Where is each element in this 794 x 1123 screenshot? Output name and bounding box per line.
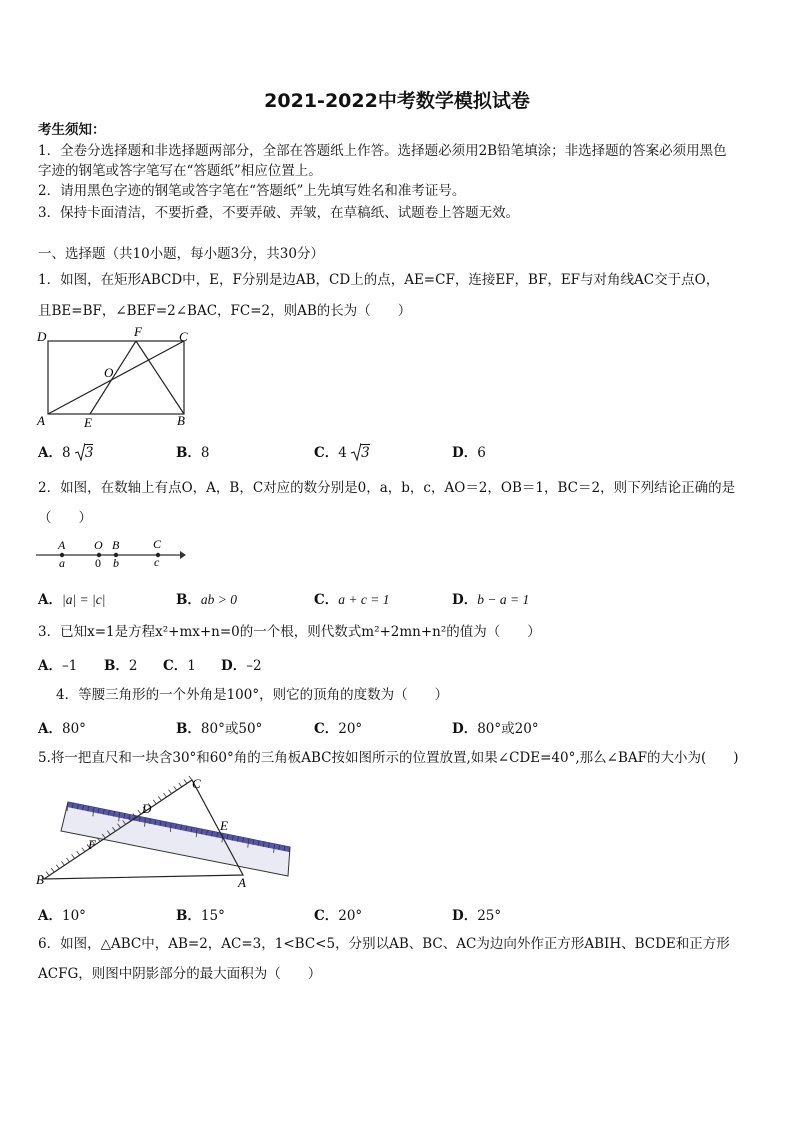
triangle-tick — [56, 865, 59, 869]
triangle-tick — [163, 793, 166, 797]
triangle-tick — [158, 796, 161, 800]
option-c[interactable]: C．1 — [163, 658, 196, 674]
option-a[interactable]: A．–1 — [38, 658, 78, 674]
option-c[interactable]: C．20° — [314, 721, 363, 737]
triangle-tick — [46, 872, 49, 876]
option-a[interactable]: A．|a| = |c| — [38, 592, 106, 608]
svg-text:D: D — [142, 801, 152, 816]
label-O: O — [104, 365, 114, 380]
option-a[interactable]: A．10° — [38, 908, 86, 924]
label-F: F — [134, 324, 142, 339]
question-1-figure — [34, 324, 194, 432]
triangle-tick — [169, 790, 172, 794]
question-2-stem: （ ） — [38, 510, 92, 526]
triangle-tick — [184, 779, 187, 783]
triangle-tick — [153, 800, 156, 804]
svg-text:A: A — [58, 538, 66, 552]
notice-item: 字迹的钢笔或答字笔写在“答题纸”相应位置上。 — [38, 163, 322, 179]
svg-text:E: E — [220, 818, 228, 833]
triangle-tick — [72, 855, 75, 859]
option-d[interactable]: D．–2 — [221, 658, 262, 674]
option-b[interactable]: B．2 — [104, 658, 138, 674]
option-d[interactable]: D．80°或20° — [452, 721, 539, 737]
label-E: E — [84, 415, 92, 430]
option-b[interactable]: B．80°或50° — [176, 721, 263, 737]
option-b[interactable]: B．8 — [176, 445, 210, 461]
label-D: D — [37, 329, 47, 344]
svg-text:C: C — [153, 537, 162, 551]
option-d[interactable]: D．25° — [452, 908, 502, 924]
option-d[interactable]: D．6 — [452, 445, 486, 461]
question-6-stem: 6．如图，△ABC中，AB=2，AC=3，1<BC<5，分别以AB、BC、AC为边向外作正方形ABIH、BCDE和正方形 — [38, 936, 730, 952]
notice-item: 2．请用黑色字迹的钢笔或答字笔在“答题纸”上先填写姓名和准考证号。 — [38, 183, 466, 199]
svg-text:B: B — [36, 872, 44, 887]
svg-text:a: a — [59, 556, 65, 570]
question-6-stem: ACFG，则图中阴影部分的最大面积为（ ） — [38, 966, 322, 982]
option-d[interactable]: D．b − a = 1 — [452, 592, 530, 608]
triangle-tick — [67, 858, 70, 862]
label-B: B — [177, 413, 185, 428]
question-2-stem: 2．如图，在数轴上有点O，A，B，C对应的数分别是0，a，b，c，AO＝2，OB＝1，BC＝2，则下列结论正确的是 — [38, 480, 736, 496]
svg-text:F: F — [88, 837, 96, 852]
notice-item: 3．保持卡面清洁，不要折叠，不要弄破、弄皱，在草稿纸、试题卷上答题无效。 — [38, 205, 520, 221]
question-1-stem: 且BE=BF，∠BEF=2∠BAC，FC=2，则AB的长为（ ） — [38, 303, 412, 319]
question-3-stem: 3．已知x=1是方程x²+mx+n=0的一个根，则代数式m²+2mn+n²的值为（ ） — [38, 624, 541, 640]
option-a[interactable]: A．80° — [38, 721, 86, 737]
option-c[interactable]: C．4 3 — [314, 445, 370, 461]
svg-text:c: c — [154, 555, 160, 569]
triangle-tick — [51, 868, 54, 872]
page-title: 2021-2022中考数学模拟试卷 — [264, 90, 530, 112]
triangle-tick — [61, 861, 64, 865]
svg-text:b: b — [113, 556, 119, 570]
svg-text:O: O — [94, 538, 103, 552]
svg-text:B: B — [112, 538, 120, 552]
section-heading: 一、选择题（共10小题，每小题3分，共30分） — [38, 246, 324, 262]
option-b[interactable]: B．ab > 0 — [176, 592, 238, 608]
svg-text:0: 0 — [95, 556, 101, 570]
triangle-tick — [77, 851, 80, 855]
notice-heading: 考生须知： — [38, 122, 106, 138]
triangle-tick — [82, 848, 85, 852]
option-b[interactable]: B．15° — [176, 908, 225, 924]
option-a[interactable]: A．8 3 — [38, 445, 94, 461]
label-A: A — [37, 413, 45, 428]
label-C: C — [179, 329, 188, 344]
svg-text:A: A — [238, 875, 246, 890]
triangle-tick — [138, 810, 141, 814]
question-4-stem: 4．等腰三角形的一个外角是100°，则它的顶角的度数为（ ） — [56, 687, 449, 703]
question-2-number-line — [34, 536, 188, 570]
triangle-tick — [179, 783, 182, 787]
question-5-figure — [34, 774, 296, 894]
triangle-tick — [174, 786, 177, 790]
question-1-stem: 1．如图，在矩形ABCD中，E，F分别是边AB，CD上的点，AE=CF，连接EF，BF，EF与对角线AC交于点O， — [38, 272, 720, 288]
notice-item: 1．全卷分选择题和非选择题两部分，全部在答题纸上作答。选择题必须用2B铅笔填涂；非选择题的答案必须用黑色 — [38, 143, 727, 159]
svg-text:C: C — [192, 776, 201, 791]
question-5-stem: 5.将一把直尺和一块含30°和60°角的三角板ABC按如图所示的位置放置,如果∠CDE=40°,那么∠BAF的大小为( ) — [38, 750, 739, 766]
option-c[interactable]: C．a + c = 1 — [314, 592, 390, 608]
option-c[interactable]: C．20° — [314, 908, 363, 924]
option-label: A． — [38, 445, 62, 461]
